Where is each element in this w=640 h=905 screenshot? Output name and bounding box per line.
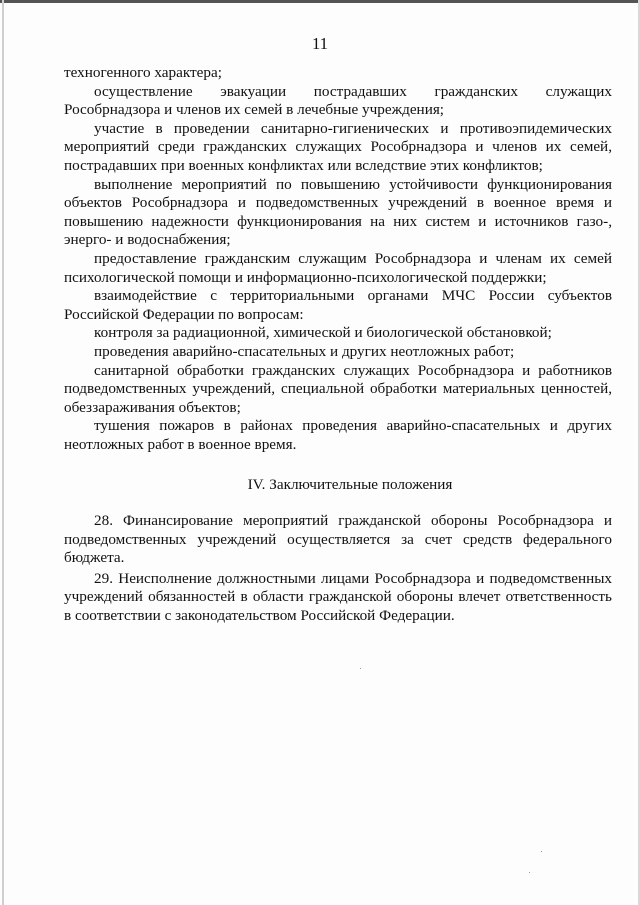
list-item-interaction-mchs: взаимодействие с территориальными органами МЧС России субъектов Российской Федерации по вопросам:	[64, 287, 612, 323]
list-item-psychological-help: предоставление гражданским служащим Рособрнадзора и членам их семей психологической помощи и информационно-психологической поддержки;	[64, 249, 612, 286]
subitem-rescue-works: проведения аварийно-спасательных и других неотложных работ;	[94, 342, 515, 360]
document-body	[64, 64, 612, 626]
paragraph-29: 29. Неисполнение должностными лицами Рособрнадзора и подведомственных учреждений обязанностей в области гражданской обороны влечет ответственность в соответствии с законодательством Российской Федерации.	[64, 569, 612, 625]
list-item-continuation: техногенного характера;	[64, 64, 222, 81]
page-number: 11	[311, 34, 329, 53]
scan-edge-top	[0, 0, 640, 3]
section-heading: IV. Заключительные положения	[247, 476, 453, 494]
scan-edge-left	[2, 0, 4, 905]
scan-speck	[529, 872, 530, 873]
list-item-evacuation: осуществление эвакуации пострадавших гражданских служащих Рособрнадзора и членов их семей в лечебные учреждения;	[64, 82, 612, 119]
scan-speck	[541, 851, 542, 852]
list-item-stability-measures: выполнение мероприятий по повышению устойчивости функционирования объектов Рособрнадзора и подведомственных учреждений в военное время и повышению надежности функционирования на них систем и источников газо-, энерго- и водоснабжения;	[64, 175, 612, 249]
paragraph-28: 28. Финансирование мероприятий гражданской обороны Рособрнадзора и подведомственных учреждений осуществляется за счет средств федерального бюджета.	[64, 512, 612, 567]
subitem-radiation-control: контроля за радиационной, химической и биологической обстановкой;	[94, 324, 552, 342]
list-item-sanitary-measures: участие в проведении санитарно-гигиенических и противоэпидемических мероприятий среди гражданских служащих Рособрнадзора и членов их семей, пострадавших при военных конфликтах или вследствие этих конфликтов;	[64, 119, 612, 174]
scan-speck	[360, 668, 361, 669]
subitem-firefighting: тушения пожаров в районах проведения аварийно-спасательных и других неотложных работ в военное время.	[64, 417, 612, 453]
subitem-sanitary-treatment: санитарной обработки гражданских служащих Рособрнадзора и работников подведомственных учреждений, специальной обработки материальных ценностей, обеззараживания объектов;	[64, 361, 612, 416]
